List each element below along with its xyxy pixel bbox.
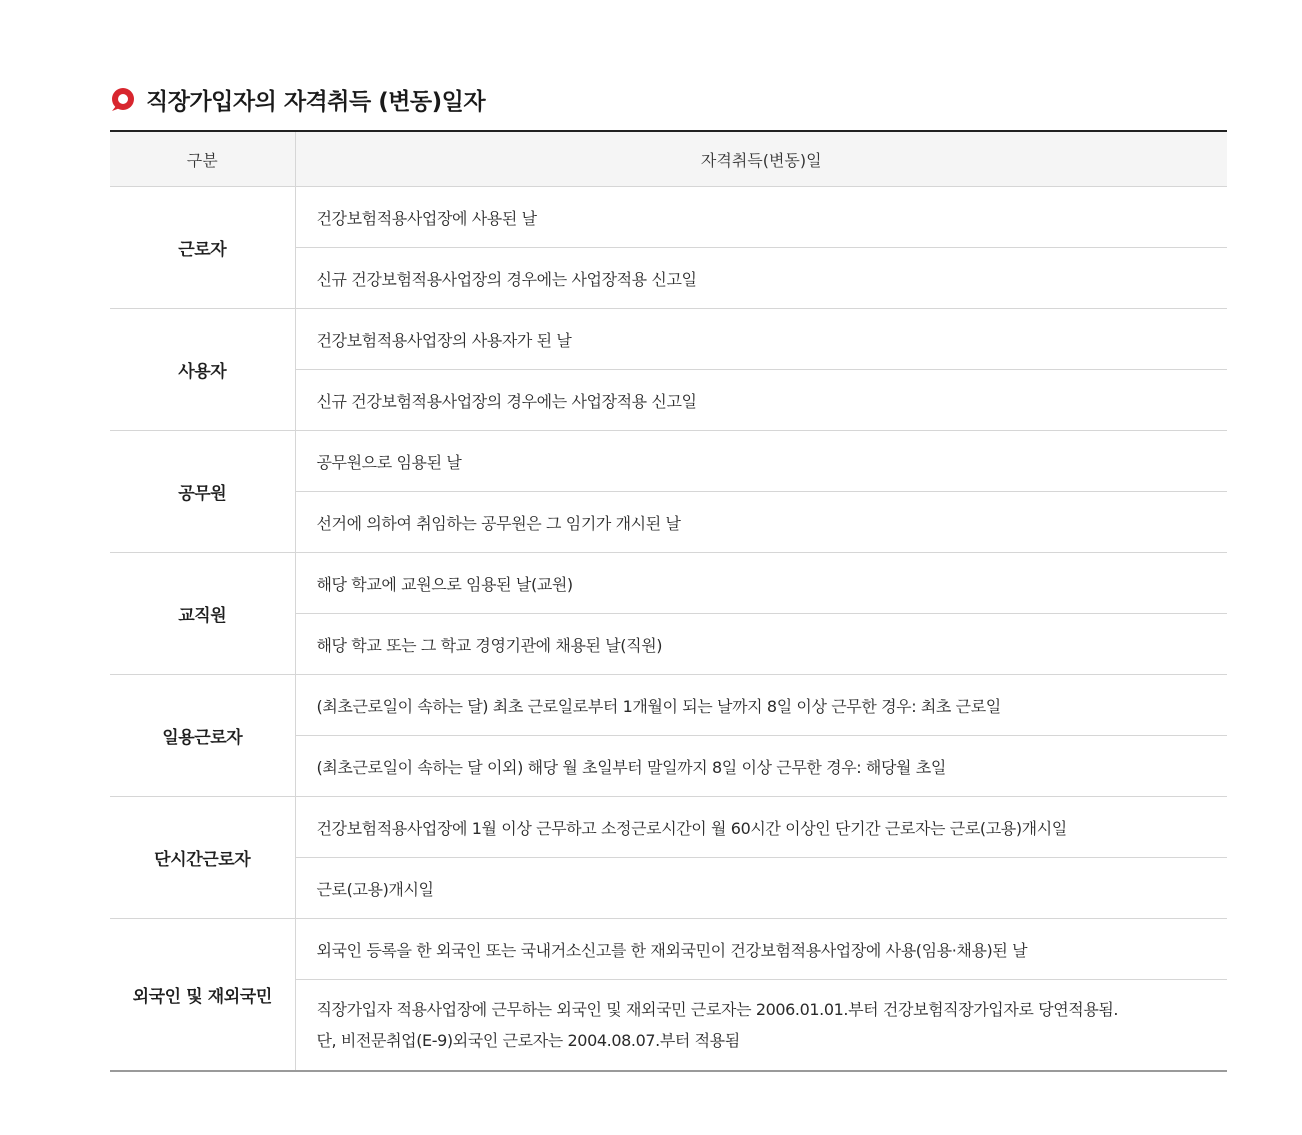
category-cell: 사용자 — [110, 309, 295, 431]
table-row — [110, 431, 1227, 492]
date-cell: 공무원으로 임용된 날 — [295, 431, 1227, 492]
date-cell-multiline — [295, 980, 1227, 1072]
date-cell-line: 단, 비전문취업(E-9)외국인 근로자는 2004.08.07.부터 적용됨 — [316, 1031, 740, 1050]
table-row — [110, 919, 1227, 980]
qualification-date-section — [110, 82, 1227, 1072]
date-cell: 외국인 등록을 한 외국인 또는 국내거소신고를 한 재외국민이 건강보험적용사업장에 사용(임용·채용)된 날 — [295, 919, 1227, 980]
category-cell: 단시간근로자 — [110, 797, 295, 919]
category-cell: 외국인 및 재외국민 — [110, 919, 295, 1072]
date-cell: 신규 건강보험적용사업장의 경우에는 사업장적용 신고일 — [295, 370, 1227, 431]
date-cell: 건강보험적용사업장에 1월 이상 근무하고 소정근로시간이 월 60시간 이상인 단기간 근로자는 근로(고용)개시일 — [295, 797, 1227, 858]
category-cell: 일용근로자 — [110, 675, 295, 797]
section-title-row — [110, 82, 1227, 116]
date-cell: 신규 건강보험적용사업장의 경우에는 사업장적용 신고일 — [295, 248, 1227, 309]
table-row — [110, 309, 1227, 370]
red-circle-bullet-icon — [110, 86, 136, 112]
date-cell: (최초근로일이 속하는 달 이외) 해당 월 초일부터 말일까지 8일 이상 근무한 경우: 해당월 초일 — [295, 736, 1227, 797]
date-cell: 근로(고용)개시일 — [295, 858, 1227, 919]
header-category: 구분 — [110, 131, 295, 187]
table-header-row — [110, 131, 1227, 187]
date-cell: (최초근로일이 속하는 달) 최초 근로일로부터 1개월이 되는 날까지 8일 이상 근무한 경우: 최초 근로일 — [295, 675, 1227, 736]
date-cell: 해당 학교에 교원으로 임용된 날(교원) — [295, 553, 1227, 614]
table-row — [110, 187, 1227, 248]
date-cell: 해당 학교 또는 그 학교 경영기관에 채용된 날(직원) — [295, 614, 1227, 675]
table-row — [110, 797, 1227, 858]
date-cell-line: 직장가입자 적용사업장에 근무하는 외국인 및 재외국민 근로자는 2006.01.01.부터 건강보험직장가입자로 당연적용됨. — [316, 1000, 1119, 1019]
section-title: 직장가입자의 자격취득 (변동)일자 — [146, 88, 486, 115]
category-cell: 근로자 — [110, 187, 295, 309]
header-date: 자격취득(변동)일 — [295, 131, 1227, 187]
date-cell: 선거에 의하여 취임하는 공무원은 그 임기가 개시된 날 — [295, 492, 1227, 553]
table-row — [110, 675, 1227, 736]
category-cell: 교직원 — [110, 553, 295, 675]
qualification-date-table — [110, 130, 1227, 1072]
table-row — [110, 553, 1227, 614]
category-cell: 공무원 — [110, 431, 295, 553]
date-cell: 건강보험적용사업장의 사용자가 된 날 — [295, 309, 1227, 370]
date-cell: 건강보험적용사업장에 사용된 날 — [295, 187, 1227, 248]
